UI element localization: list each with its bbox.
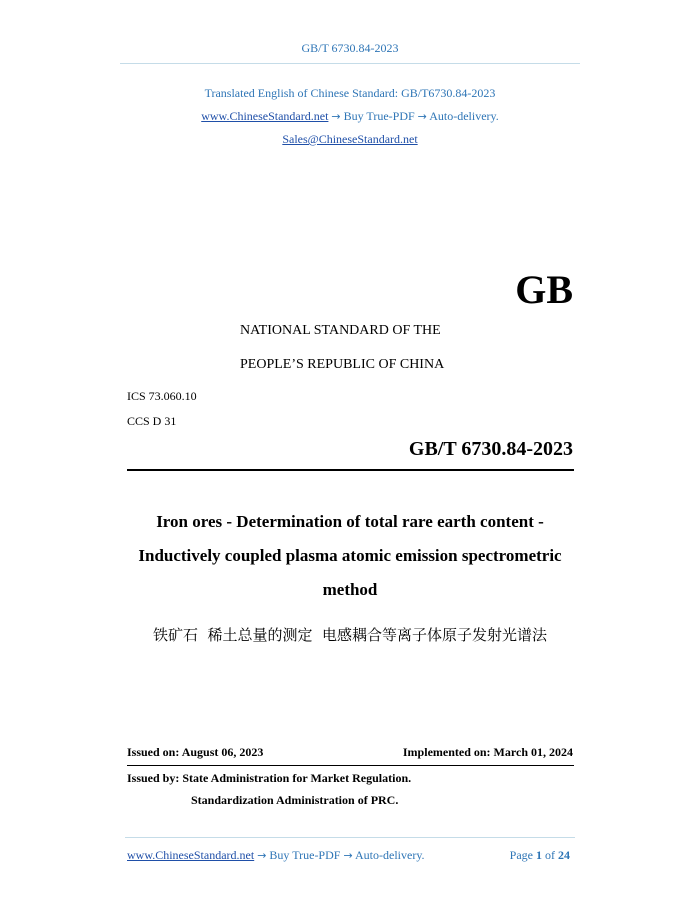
page-word: Page: [509, 848, 533, 862]
implemented-on: Implemented on: March 01, 2024: [402, 745, 573, 759]
arrow-right-icon: →: [257, 849, 267, 862]
national-standard-line2: PEOPLE’S REPUBLIC OF CHINA: [240, 357, 445, 372]
arrow-right-icon: →: [331, 110, 341, 123]
translated-notice: Translated English of Chinese Standard: GB/T6730.84-2023: [204, 86, 496, 100]
promo-line: [0, 109, 700, 124]
ccs-code: CCS D 31: [127, 414, 177, 428]
header-divider: [120, 63, 580, 64]
issued-on: Issued on: August 06, 2023: [127, 745, 264, 759]
promo-site-link[interactable]: www.ChineseStandard.net: [201, 109, 329, 123]
title-line-1: Iron ores - Determination of total rare earth content -: [156, 512, 544, 531]
arrow-right-icon: →: [343, 849, 353, 862]
footer-site-link[interactable]: www.ChineseStandard.net: [127, 848, 255, 862]
title-line-2: Inductively coupled plasma atomic emission spectrometric: [138, 546, 562, 565]
issued-by-line1: Issued by: State Administration for Market Regulation.: [127, 771, 412, 785]
footer-divider: [125, 837, 575, 838]
arrow-right-icon: →: [417, 110, 427, 123]
gb-mark: GB: [515, 267, 573, 312]
national-standard-line1: NATIONAL STANDARD OF THE: [240, 323, 441, 338]
promo-buy-text: Buy True-PDF: [343, 109, 415, 123]
footer-delivery-text: Auto-delivery.: [355, 848, 425, 862]
header-doc-code: GB/T 6730.84-2023: [301, 41, 399, 55]
page-of-word: of: [545, 848, 555, 862]
page-number: 1: [536, 848, 542, 862]
ics-code: ICS 73.060.10: [127, 389, 197, 403]
issued-by-line2: Standardization Administration of PRC.: [191, 793, 399, 807]
standard-number: GB/T 6730.84-2023: [408, 438, 573, 460]
promo-email-link[interactable]: Sales@ChineseStandard.net: [282, 132, 418, 146]
chinese-title: 铁矿石 稀土总量的测定 电感耦合等离子体原子发射光谱法: [152, 626, 548, 644]
title-line-3: method: [322, 580, 378, 599]
page-indicator: [510, 848, 570, 863]
page-total: 24: [558, 848, 570, 862]
dates-rule: [127, 765, 574, 766]
promo-email-row: [0, 132, 700, 147]
promo-delivery-text: Auto-delivery.: [429, 109, 499, 123]
standard-number-rule: [127, 469, 574, 471]
footer-buy-text: Buy True-PDF: [269, 848, 341, 862]
footer-promo-line: [127, 848, 425, 863]
